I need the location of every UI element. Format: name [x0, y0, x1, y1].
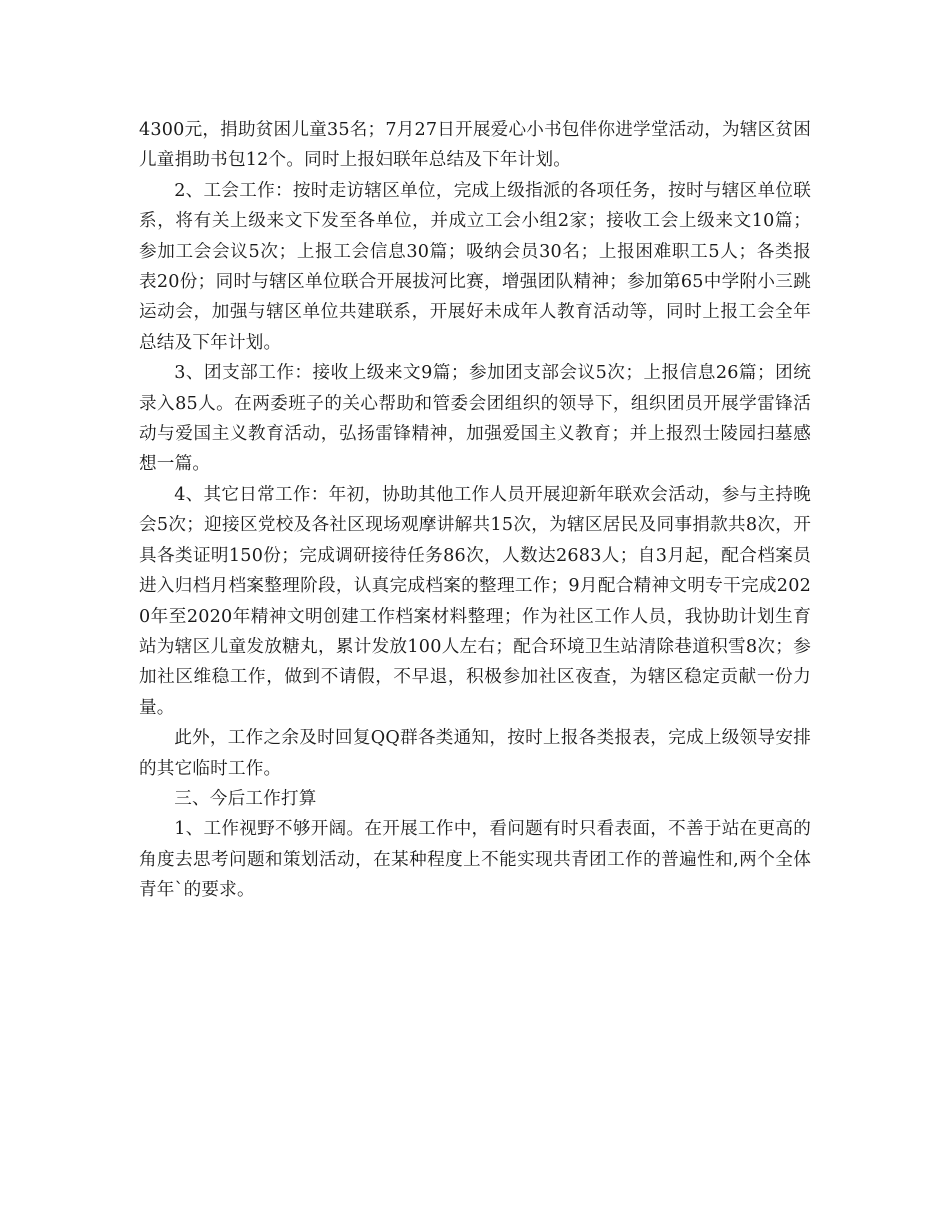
- document-body: [139, 115, 811, 906]
- paragraph-additional-work: 此外，工作之余及时回复QQ群各类通知，按时上报各类报表，完成上级领导安排的其它临时工作。: [139, 728, 811, 779]
- section-heading-future-plans: 三、今后工作打算: [174, 788, 317, 809]
- paragraph-daily-work: 4、其它日常工作：年初，协助其他工作人员开展迎新年联欢会活动，参与主持晚会5次；迎接区党校及各社区现场观摩讲解共15次，为辖区居民及同事捐款共8次，开具各类证明150份；完成调研接待任务86次，人数达2683人；自3月起，配合档案员进入归档月档案整理阶段，认真完成档案的整理工作；9月配合精神文明专干完成2020年至2020年精神文明创建工作档案材料整理；作为社区工作人员，我协助计划生育站为辖区儿童发放糖丸，累计发放100人左右；配合环境卫生站清除巷道积雪8次；参加社区维稳工作，做到不请假，不早退，积极参加社区夜查，为辖区稳定贡献一份力量。: [139, 484, 811, 718]
- paragraph-league-branch-work: 3、团支部工作：接收上级来文9篇；参加团支部会议5次；上报信息26篇；团统录入85人。在两委班子的关心帮助和管委会团组织的领导下，组织团员开展学雷锋活动与爱国主义教育活动，弘扬雷锋精神，加强爱国主义教育；并上报烈士陵园扫墓感想一篇。: [139, 363, 811, 475]
- paragraph-work-perspective: 1、工作视野不够开阔。在开展工作中，看问题有时只看表面，不善于站在更高的角度去思考问题和策划活动，在某种程度上不能实现共青团工作的普遍性和,两个全体青年`的要求。: [139, 819, 811, 901]
- paragraph-continuation: 4300元，捐助贫困儿童35名；7月27日开展爱心小书包伴你进学堂活动，为辖区贫困儿童捐助书包12个。同时上报妇联年总结及下年计划。: [139, 120, 811, 171]
- paragraph-union-work: 2、工会工作：按时走访辖区单位，完成上级指派的各项任务，按时与辖区单位联系，将有关上级来文下发至各单位，并成立工会小组2家；接收工会上级来文10篇；参加工会会议5次；上报工会信息30篇；吸纳会员30名；上报困难职工5人；各类报表20份；同时与辖区单位联合开展拔河比赛，增强团队精神；参加第65中学附小三跳运动会，加强与辖区单位共建联系，开展好未成年人教育活动等，同时上报工会全年总结及下年计划。: [139, 180, 811, 353]
